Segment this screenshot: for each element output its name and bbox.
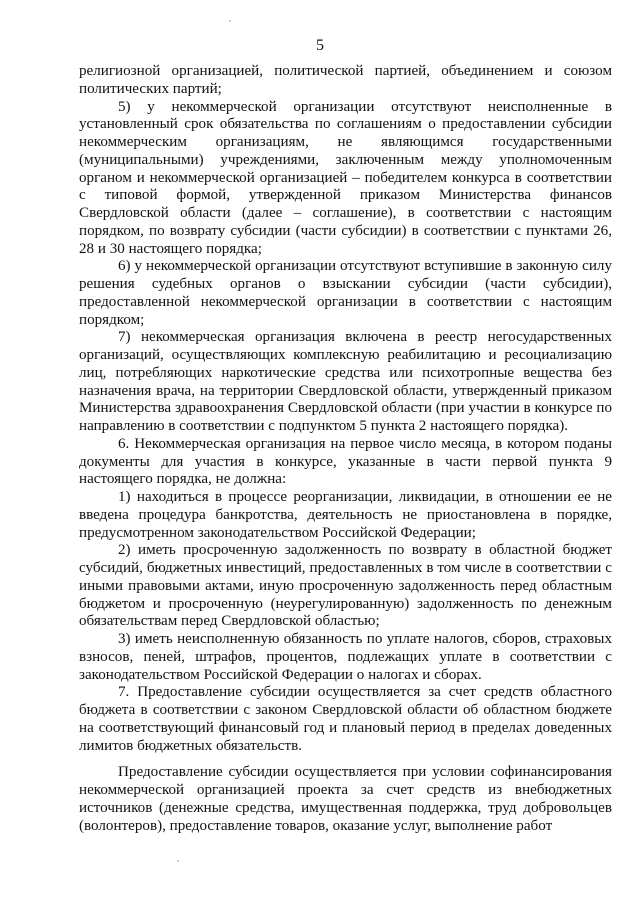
paragraph: 6. Некоммерческая организация на первое число месяца, в котором поданы документы для участия в конкурсе, указанные в части первой пункта 9 настоящего порядка, не должна: [79, 435, 612, 488]
paragraph: 1) находиться в процессе реорганизации, ликвидации, в отношении ее не введена процедура банкротства, деятельность не приостановлена в порядке, предусмотренном законодательством Российской Федерации; [79, 489, 612, 541]
paragraph: 7) некоммерческая организация включена в реестр негосударственных организаций, осуществляющих комплексную реабилитацию и ресоциализацию лиц, потребляющих наркотические средства или психотропные вещества без назначения врача, на территории Свердловской области, утвержденный приказом Министерства здравоохранения Свердловской области (при участии в конкурсе по направлению в соответствии с подпунктом 5 пункта 2 настоящего порядка). [79, 329, 612, 434]
paragraph: религиозной организацией, политической партией, объединением и союзом политических партий; [79, 63, 612, 97]
document-body [79, 63, 612, 835]
scan-speck [177, 860, 179, 862]
paragraph: 7. Предоставление субсидии осуществляется за счет средств областного бюджета в соответствии с законом Свердловской области об областном бюджете на соответствующий финансовый год и плановый период в пределах доведенных лимитов бюджетных обязательств. [79, 684, 612, 754]
scan-speck [229, 20, 231, 22]
paragraph: 2) иметь просроченную задолженность по возврату в областной бюджет субсидий, бюджетных инвестиций, предоставленных в том числе в соответствии с иными правовыми актами, иную просроченную задолженность перед областным бюджетом и просроченную (неурегулированную) задолженность по денежным обязательствам перед Свердловской областью; [79, 542, 612, 630]
paragraph: 3) иметь неисполненную обязанность по уплате налогов, сборов, страховых взносов, пеней, штрафов, процентов, подлежащих уплате в соответствии с законодательством Российской Федерации о налогах и сборах. [79, 631, 612, 683]
paragraph: 5) у некоммерческой организации отсутствуют неисполненные в установленный срок обязательства по соглашениям о предоставлении субсидии некоммерческим организациям, не являющимся государственными (муниципальными) учреждениями, заключенным между уполномоченным органом и некоммерческой организацией – победителем конкурса в соответствии с типовой формой, утвержденной приказом Министерства финансов Свердловской области (далее – соглашение), в соответствии с настоящим порядком, по возврату субсидии (части субсидии) в соответствии с пунктами 26, 28 и 30 настоящего порядка; [79, 98, 612, 257]
page-number: 5 [316, 37, 324, 54]
paragraph: Предоставление субсидии осуществляется при условии софинансирования некоммерческой организацией проекта за счет средств из внебюджетных источников (денежные средства, имущественная поддержка, труд добровольцев (волонтеров), предоставление товаров, оказание услуг, выполнение работ [79, 764, 612, 834]
paragraph: 6) у некоммерческой организации отсутствуют вступившие в законную силу решения судебных органов о взыскании субсидии (части субсидии), предоставленной некоммерческой организации в соответствии с настоящим порядком; [79, 258, 612, 328]
